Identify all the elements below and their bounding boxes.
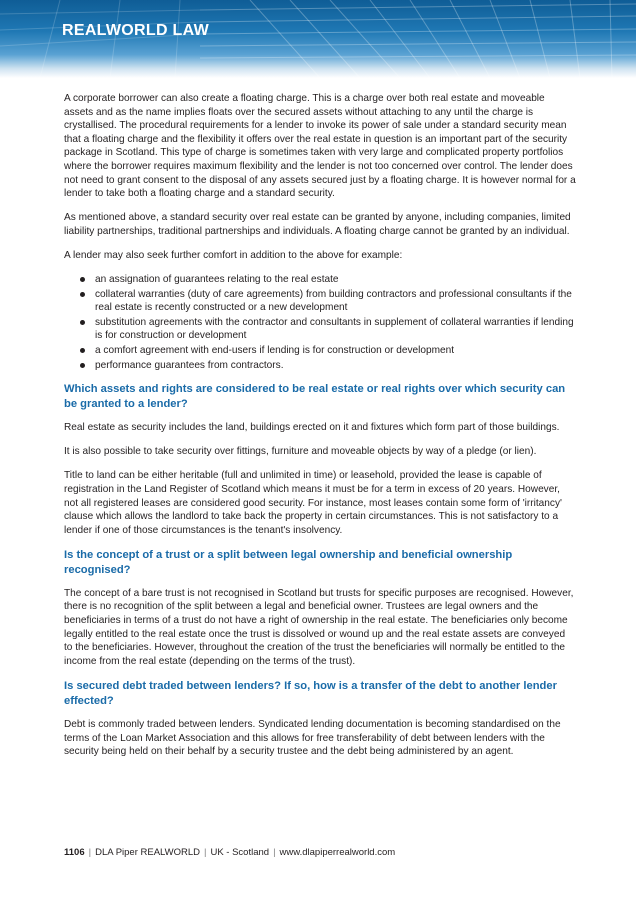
body-paragraph: The concept of a bare trust is not recognised in Scotland but trusts for specific purposes are recognised. However, there is no recognition of the split between a legal and beneficial owner. Trustees are legal owners and the beneficiaries in terms of a trust do not have a right of ownership in the real estate. The beneficiaries only become legally entitled to the real estate once the trust is dissolved or wound up and the real estate assets are conveyed to the beneficiaries. However, throughout the creation of the trust the beneficiaries will normally be entitled to the income from the real estate (depending on the terms of the trust).	[64, 587, 574, 667]
bullet-item: collateral warranties (duty of care agreements) from building contractors and professional consultants if the real estate is recently constructed or a new development	[80, 288, 576, 315]
page-number: 1106	[64, 847, 85, 858]
footer-website-link[interactable]: www.dlapiperrealworld.com	[279, 847, 396, 858]
body-paragraph: A lender may also seek further comfort in addition to the above for example:	[64, 249, 403, 261]
section-heading: Is secured debt traded between lenders? If so, how is a transfer of the debt to another lender effected?	[64, 679, 557, 707]
footer-region: UK - Scotland	[210, 847, 270, 858]
bullet-dot-icon	[80, 320, 85, 325]
footer-separator: |	[88, 847, 92, 858]
body-paragraph: As mentioned above, a standard security over real estate can be granted by anyone, including companies, limited liability partnerships, traditional partnerships and individuals. A floating charge cannot be granted by an individual.	[64, 212, 571, 237]
body-paragraph: Real estate as security includes the land, buildings erected on it and fixtures which form part of those buildings.	[64, 422, 560, 434]
footer-publication: DLA Piper REALWORLD	[95, 847, 200, 858]
bullet-dot-icon	[80, 292, 85, 297]
body-paragraph: A corporate borrower can also create a floating charge. This is a charge over both real estate and moveable assets and as the name implies floats over the secured assets without attaching to any until the charge is crystallised. The procedural requirements for a lender to invoke its power of sale under a standard security mean that a floating charge and the flexibility it offers over the real estate in question is an important part of the security package in Scotland. This type of charge is sometimes taken with very large and complicated property portfolios where the borrower requires maximum flexibility and the lender is not too concerned over control. The lender does not need to grant consent to the disposal of any assets secured just by a floating charge. It is however normal for a lender to take both a floating charge and a standard security.	[64, 93, 576, 200]
bullet-dot-icon	[80, 348, 85, 353]
section-heading: Is the concept of a trust or a split between legal ownership and beneficial ownership recognised?	[64, 548, 513, 576]
section-heading: Which assets and rights are considered to be real estate or real rights over which security can be granted to a lender?	[64, 383, 566, 411]
body-paragraph: Title to land can be either heritable (full and unlimited in time) or leasehold, provided the lease is capable of registration in the Land Register of Scotland which means it must be for a term in excess of 20 years. However, not all registered leases are considered good security. For instance, most leases contain some form of 'irritancy' clause which allows the landlord to take back the property in certain circumstances. This is not satisfactory to a lender if one of those circumstances is the tenant's insolvency.	[64, 470, 562, 536]
bullet-list	[80, 273, 576, 372]
page-footer	[64, 847, 395, 858]
body-paragraph: Debt is commonly traded between lenders. Syndicated lending documentation is becoming standardised on the terms of the Loan Market Association and this allows for free transferability of debt between lenders with the security being held on their behalf by a security trustee and the debt being administered by an agent.	[64, 718, 561, 758]
main-content	[64, 92, 576, 769]
bullet-item: a comfort agreement with end-users if lending is for construction or development	[80, 344, 576, 358]
header-banner	[0, 0, 636, 78]
bullet-dot-icon	[80, 277, 85, 282]
bullet-item: substitution agreements with the contractor and consultants in supplement of collateral warranties if lending is for construction or development	[80, 316, 576, 343]
footer-separator: |	[273, 847, 276, 858]
banner-title: REALWORLD LAW	[62, 22, 209, 39]
bullet-dot-icon	[80, 363, 85, 368]
footer-separator: |	[203, 847, 207, 858]
body-paragraph: It is also possible to take security over fittings, furniture and moveable objects by way of a pledge (or lien).	[64, 446, 537, 458]
bullet-item: an assignation of guarantees relating to the real estate	[80, 273, 576, 287]
bullet-item: performance guarantees from contractors.	[80, 359, 576, 373]
